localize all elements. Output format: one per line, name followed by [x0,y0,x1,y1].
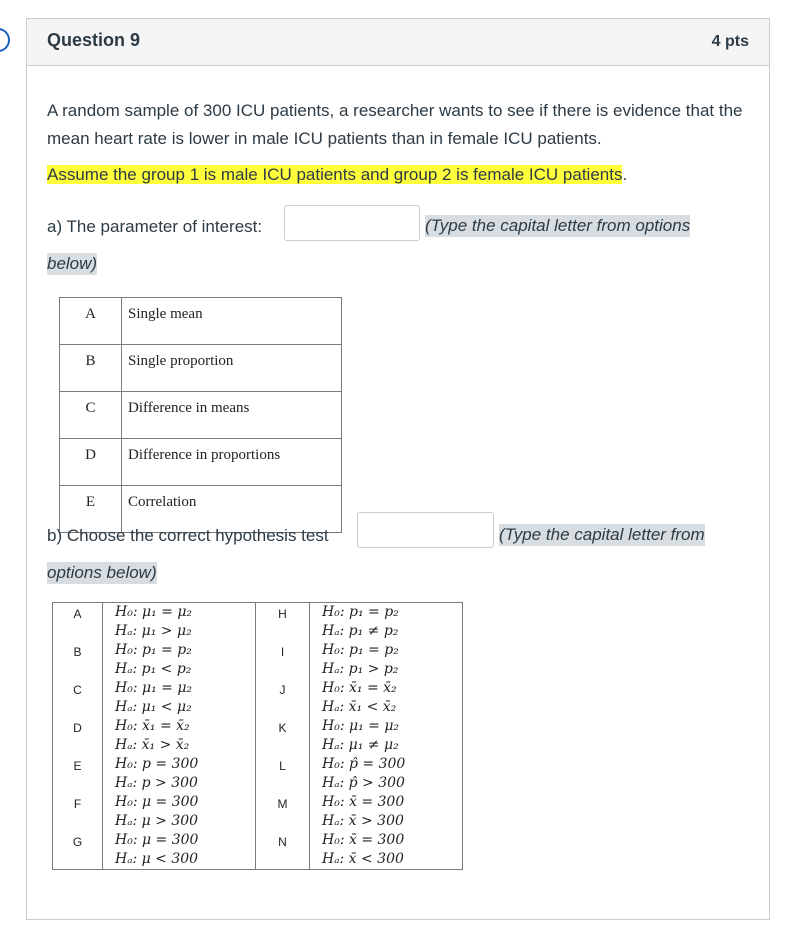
hypothesis-pair-left [103,679,256,717]
hypothesis-row [53,793,463,831]
alternative-hypothesis: Hₐ: p₁ > p₂ [322,661,399,677]
hypothesis-letter: E [73,759,82,773]
hypothesis-letter: C [73,683,82,697]
parameter-option-letter: E [60,486,122,533]
part-a-prompt: a) The parameter of interest: [47,217,263,236]
alternative-hypothesis: Hₐ: μ > 300 [115,813,199,829]
hypothesis-letter-right [256,793,310,831]
parameter-option-row [60,298,342,345]
hypothesis-letter-left [53,793,103,831]
hypothesis-letter: J [279,683,286,697]
null-hypothesis: H₀: x̄₁ = x̄₂ [322,680,397,696]
alternative-hypothesis: Hₐ: x̄ > 300 [322,813,404,829]
hypothesis-letter-right [256,831,310,870]
hypothesis-letter: B [73,645,82,659]
assumption-highlight: Assume the group 1 is male ICU patients and group 2 is female ICU patients [47,165,623,184]
hypothesis-letter: G [72,835,83,849]
alternative-hypothesis: Hₐ: p₁ < p₂ [115,661,192,677]
hypothesis-options-table [52,602,463,870]
question-intro: A random sample of 300 ICU patients, a researcher wants to see if there is evidence that the mean heart rate is lower in male ICU patients than in female ICU patients. [47,101,743,148]
parameter-option-letter: C [60,392,122,439]
hypothesis-row [53,755,463,793]
hypothesis-pair-right [310,793,463,831]
parameter-option-label: Single mean [122,298,342,345]
parameter-option-label: Single proportion [122,345,342,392]
parameter-option-row [60,439,342,486]
question-card [26,18,770,920]
hypothesis-letter: F [73,797,82,811]
hypothesis-pair-right [310,679,463,717]
hypothesis-pair-right [310,641,463,679]
hypothesis-letter-right [256,717,310,755]
assumption-period: . [622,165,628,184]
null-hypothesis: H₀: p₁ = p₂ [322,604,399,620]
hypothesis-letter: K [278,721,287,735]
hypothesis-letter-right [256,679,310,717]
hypothesis-pair-right [310,831,463,870]
hypothesis-letter: A [73,607,82,621]
question-title: Question 9 [47,30,141,50]
hypothesis-letter-left [53,831,103,870]
hypothesis-pair-left [103,831,256,870]
part-a-hint-line1: (Type the capital letter from options [425,216,691,235]
null-hypothesis: H₀: p₁ = p₂ [322,642,399,658]
hypothesis-letter-left [53,641,103,679]
alternative-hypothesis: Hₐ: μ₁ > μ₂ [115,623,192,639]
hypothesis-letter: M [277,797,288,811]
alternative-hypothesis: Hₐ: x̄₁ < x̄₂ [322,699,397,715]
hypothesis-pair-right [310,755,463,793]
parameter-option-label: Correlation [122,486,342,533]
hypothesis-row [53,717,463,755]
null-hypothesis: H₀: μ = 300 [115,794,199,810]
hypothesis-pair-right [310,603,463,642]
hypothesis-letter-left [53,679,103,717]
parameter-option-label: Difference in means [122,392,342,439]
parameter-options-table [59,297,342,533]
alternative-hypothesis: Hₐ: μ < 300 [115,851,199,867]
null-hypothesis: H₀: x̄ = 300 [322,794,405,810]
null-hypothesis: H₀: μ₁ = μ₂ [115,680,193,696]
hypothesis-letter-right [256,755,310,793]
hypothesis-letter-left [53,755,103,793]
hypothesis-letter: H [278,607,287,621]
question-flag-marker[interactable] [0,28,10,52]
parameter-option-letter: B [60,345,122,392]
alternative-hypothesis: Hₐ: p > 300 [115,775,198,791]
null-hypothesis: H₀: μ₁ = μ₂ [115,604,193,620]
parameter-option-label: Difference in proportions [122,439,342,486]
hypothesis-letter-right [256,641,310,679]
hypothesis-letter: L [279,759,286,773]
parameter-option-row [60,392,342,439]
hypothesis-letter: I [280,645,285,659]
null-hypothesis: H₀: p̂ = 300 [322,756,406,772]
hypothesis-row [53,831,463,870]
part-b-prompt: b) Choose the correct hypothesis test [47,526,329,545]
part-a-answer-input[interactable] [284,205,420,241]
parameter-option-row [60,345,342,392]
hypothesis-row [53,603,463,642]
hypothesis-pair-left [103,641,256,679]
alternative-hypothesis: Hₐ: μ₁ < μ₂ [115,699,192,715]
hypothesis-pair-left [103,717,256,755]
parameter-option-letter: A [60,298,122,345]
null-hypothesis: H₀: p = 300 [115,756,199,772]
alternative-hypothesis: Hₐ: x̄ < 300 [322,851,404,867]
null-hypothesis: H₀: x̄₁ = x̄₂ [115,718,190,734]
hypothesis-letter-left [53,603,103,642]
hypothesis-pair-left [103,793,256,831]
null-hypothesis: H₀: μ = 300 [115,832,199,848]
hypothesis-row [53,641,463,679]
alternative-hypothesis: Hₐ: p₁ ≠ p₂ [322,623,399,639]
hypothesis-pair-right [310,717,463,755]
question-header [27,19,769,66]
part-a-hint-line2: below) [47,254,98,273]
question-points: 4 pts [711,33,749,50]
hypothesis-row [53,679,463,717]
null-hypothesis: H₀: x̄ = 300 [322,832,405,848]
part-b-answer-input[interactable] [357,512,494,548]
assumption-text [47,163,627,187]
part-b-hint-line2: options below) [47,563,157,582]
null-hypothesis: H₀: p₁ = p₂ [115,642,192,658]
alternative-hypothesis: Hₐ: p̂ > 300 [322,775,405,791]
alternative-hypothesis: Hₐ: x̄₁ > x̄₂ [115,737,190,753]
hypothesis-letter: D [73,721,82,735]
hypothesis-letter: N [278,835,287,849]
alternative-hypothesis: Hₐ: μ₁ ≠ μ₂ [322,737,399,753]
hypothesis-pair-left [103,603,256,642]
part-b-hint-line1: (Type the capital letter from [499,525,705,544]
null-hypothesis: H₀: μ₁ = μ₂ [322,718,400,734]
parameter-option-letter: D [60,439,122,486]
hypothesis-pair-left [103,755,256,793]
hypothesis-letter-left [53,717,103,755]
hypothesis-letter-right [256,603,310,642]
